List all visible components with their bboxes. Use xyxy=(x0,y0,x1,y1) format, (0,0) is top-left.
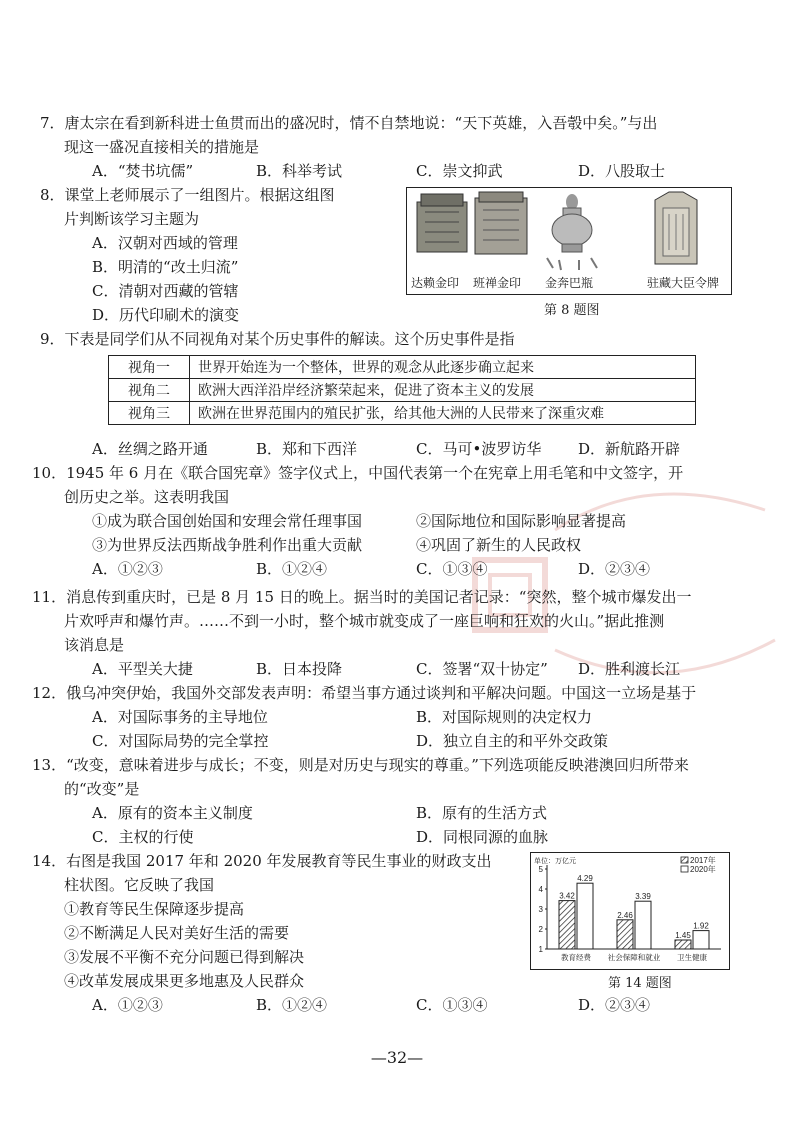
chart-y-tick-label: 2 xyxy=(538,925,543,934)
q11-stem-line3: 该消息是 xyxy=(64,636,125,654)
q10-item-1: ①成为联合国创始国和安理会常任理事国 xyxy=(92,512,363,530)
q8-figure xyxy=(406,187,732,295)
chart-legend-swatch xyxy=(681,857,688,863)
chart-category-label: 教育经费 xyxy=(561,953,591,962)
table-cell-head: 视角三 xyxy=(109,402,190,425)
chart-legend-label: 2017年 xyxy=(690,856,716,865)
q13-option-d: D．同根同源的血脉 xyxy=(416,828,549,846)
q10-option-a: A．①②③ xyxy=(92,560,163,578)
q9-option-b: B．郑和下西洋 xyxy=(256,440,358,458)
chart-y-tick-label: 1 xyxy=(538,945,543,954)
table-cell-text: 欧洲大西洋沿岸经济繁荣起来，促进了资本主义的发展 xyxy=(190,379,696,402)
chart-data-label: 3.39 xyxy=(635,892,651,902)
chart-category-label: 卫生健康 xyxy=(677,953,707,962)
table-cell-text: 欧洲在世界范围内的殖民扩张，给其他大洲的人民带来了深重灾难 xyxy=(190,402,696,425)
q8-caption-2: 班禅金印 xyxy=(473,276,522,290)
chart-y-tick-label: 4 xyxy=(538,885,543,894)
q8-caption-3: 金奔巴瓶 xyxy=(545,276,594,290)
chart-data-label: 3.42 xyxy=(559,891,575,901)
q9-option-a: A．丝绸之路开通 xyxy=(92,440,208,458)
q9-stem-line1: 9．下表是同学们从不同视角对某个历史事件的解读。这个历史事件是指 xyxy=(40,330,515,348)
q10-item-4: ④巩固了新生的人民政权 xyxy=(416,536,582,554)
q7-option-c: C．崇文抑武 xyxy=(416,162,503,180)
table-row xyxy=(109,402,696,425)
q12-option-c: C．对国际局势的完全掌控 xyxy=(92,732,269,750)
chart-ylabel: 单位：万亿元 xyxy=(534,858,576,865)
q14-item-4: ④改革发展成果更多地惠及人民群众 xyxy=(64,972,305,990)
q7-option-d: D．八股取士 xyxy=(578,162,666,180)
q8-option-c: C．清朝对西藏的管辖 xyxy=(92,282,239,300)
q8-caption-4: 驻藏大臣令牌 xyxy=(647,276,720,290)
q10-stem-line2: 创历史之举。这表明我国 xyxy=(64,488,230,506)
chart-bar xyxy=(577,883,593,949)
q9-option-c: C．马可•波罗访华 xyxy=(416,440,542,458)
q8-stem-line2: 片判断该学习主题为 xyxy=(64,210,200,228)
q14-item-1: ①教育等民生保障逐步提高 xyxy=(64,900,245,918)
q8-stem-line1: 8．课堂上老师展示了一组图片。根据这组图 xyxy=(40,186,335,204)
q12-option-a: A．对国际事务的主导地位 xyxy=(92,708,268,726)
q10-option-d: D．②③④ xyxy=(578,560,651,578)
q13-stem-line2: 的“改变”是 xyxy=(64,780,140,798)
q12-stem-line1: 12．俄乌冲突伊始，我国外交部发表声明：希望当事方通过谈判和平解决问题。中国这一立场是基于 xyxy=(32,684,697,702)
q13-option-c: C．主权的行使 xyxy=(92,828,194,846)
q11-option-d: D．胜利渡长江 xyxy=(578,660,681,678)
chart-data-label: 1.92 xyxy=(693,921,709,931)
q7-option-b: B．科举考试 xyxy=(256,162,343,180)
q14-figure-label: 第 14 题图 xyxy=(608,976,672,991)
q10-option-c: C．①③④ xyxy=(416,560,488,578)
q11-stem-line1: 11．消息传到重庆时，已是 8 月 15 日的晚上。据当时的美国记者记录：“突然，整个城市爆发出一 xyxy=(32,588,692,606)
chart-bar xyxy=(675,940,691,949)
q14-chart xyxy=(530,852,730,970)
table-cell-head: 视角二 xyxy=(109,379,190,402)
q13-option-a: A．原有的资本主义制度 xyxy=(92,804,253,822)
q11-option-c: C．签署“双十协定” xyxy=(416,660,548,678)
q14-option-b: B．①②④ xyxy=(256,996,328,1014)
chart-y-tick-label: 3 xyxy=(538,905,543,914)
q12-option-b: B．对国际规则的决定权力 xyxy=(416,708,593,726)
q14-item-3: ③发展不平衡不充分问题已得到解决 xyxy=(64,948,305,966)
q7-stem-line1: 7．唐太宗在看到新科进士鱼贯而出的盛况时，情不自禁地说：“天下英雄，入吾彀中矣。”与出 xyxy=(40,114,658,132)
q14-stem-line1: 14．右图是我国 2017 年和 2020 年发展教育等民生事业的财政支出 xyxy=(32,852,492,870)
chart-bar xyxy=(617,920,633,949)
q11-stem-line2: 片欢呼声和爆竹声。……不到一小时，整个城市就变成了一座巨响和狂欢的火山。”据此推测 xyxy=(64,612,665,630)
chart-bar xyxy=(635,901,651,949)
q8-option-d: D．历代印刷术的演变 xyxy=(92,306,240,324)
q11-option-a: A．平型关大捷 xyxy=(92,660,193,678)
q7-option-a: A．“焚书坑儒” xyxy=(92,162,194,180)
bar-chart xyxy=(531,853,729,969)
q9-option-d: D．新航路开辟 xyxy=(578,440,681,458)
page-number: —32— xyxy=(370,1048,424,1067)
table-cell-text: 世界开始连为一个整体，世界的观念从此逐步确立起来 xyxy=(190,356,696,379)
chart-bar xyxy=(693,931,709,949)
chart-bar xyxy=(559,901,575,949)
chart-data-label: 2.46 xyxy=(617,910,633,920)
chart-y-tick-label: 5 xyxy=(538,865,543,874)
q8-caption-1: 达赖金印 xyxy=(411,276,460,290)
q14-option-c: C．①③④ xyxy=(416,996,488,1014)
q13-option-b: B．原有的生活方式 xyxy=(416,804,548,822)
q13-stem-line1: 13．“改变，意味着进步与成长；不变，则是对历史与现实的尊重。”下列选项能反映港澳回归所带来 xyxy=(32,756,689,774)
chart-data-label: 1.45 xyxy=(675,931,691,940)
table-row xyxy=(109,379,696,402)
q14-stem-line2: 柱状图。它反映了我国 xyxy=(64,876,215,894)
q10-stem-line1: 10．1945 年 6 月在《联合国宪章》签字仪式上，中国代表第一个在宪章上用毛笔和中文签字，开 xyxy=(32,464,684,482)
q14-option-a: A．①②③ xyxy=(92,996,163,1014)
table-cell-head: 视角一 xyxy=(109,356,190,379)
q8-option-b: B．明清的“改土归流” xyxy=(92,258,239,276)
q8-option-a: A．汉朝对西域的管理 xyxy=(92,234,238,252)
q14-option-d: D．②③④ xyxy=(578,996,651,1014)
chart-data-label: 4.29 xyxy=(577,874,593,884)
q10-item-2: ②国际地位和国际影响显著提高 xyxy=(416,512,627,530)
chart-legend-swatch xyxy=(681,866,688,872)
q10-item-3: ③为世界反法西斯战争胜利作出重大贡献 xyxy=(92,536,363,554)
q7-stem-line2: 现这一盛况直接相关的措施是 xyxy=(64,138,260,156)
chart-category-label: 社会保障和就业 xyxy=(607,953,661,962)
q14-item-2: ②不断满足人民对美好生活的需要 xyxy=(64,924,290,942)
q11-option-b: B．日本投降 xyxy=(256,660,343,678)
chart-legend-label: 2020年 xyxy=(690,865,716,874)
q10-option-b: B．①②④ xyxy=(256,560,328,578)
table-row xyxy=(109,356,696,379)
q9-table xyxy=(108,355,696,425)
q12-option-d: D．独立自主的和平外交政策 xyxy=(416,732,609,750)
q8-figure-label: 第 8 题图 xyxy=(544,303,600,318)
